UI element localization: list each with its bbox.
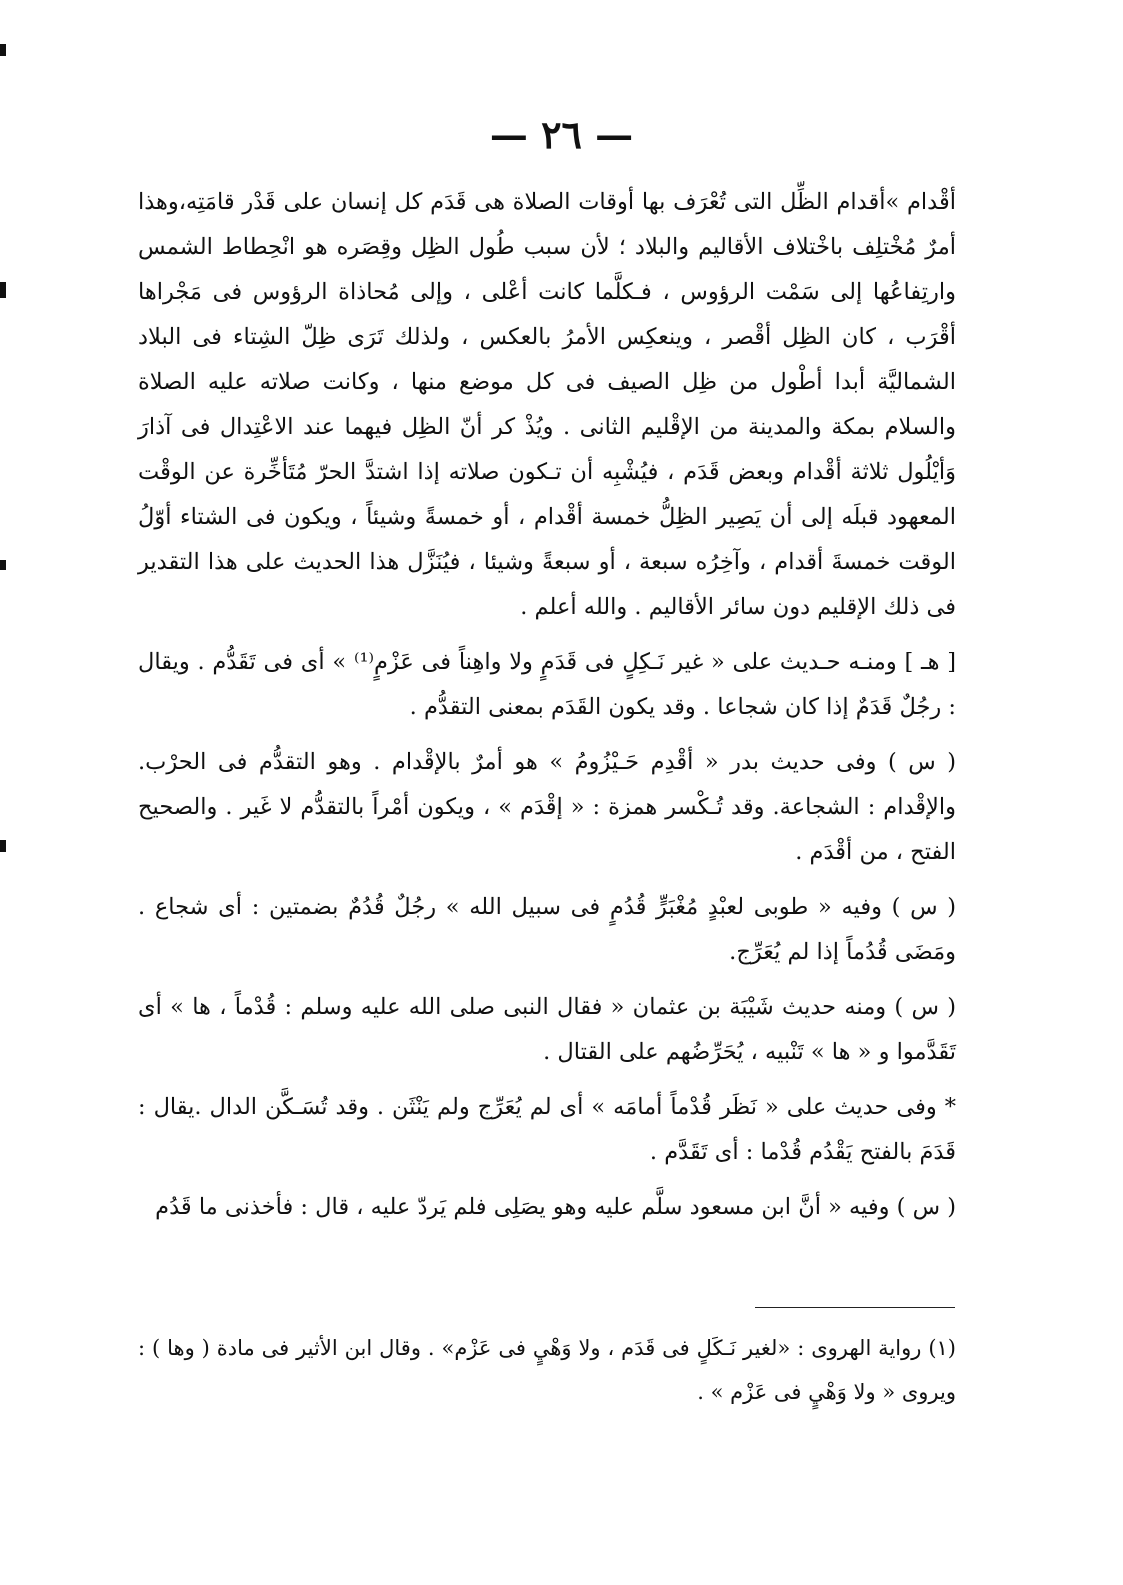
scan-margin-mark xyxy=(0,282,6,298)
main-text xyxy=(138,180,956,1230)
paragraph-tuba: ( س ) وفيه « طوبى لعبْدٍ مُغْبَرٍّ قُدُمٍ فى سبيل الله » رجُلٌ قُدُمٌ بضمتين : أى شجاع . ومَضَى قُدُماً إذا لم يُعَرِّج. xyxy=(138,894,956,965)
scan-margin-mark xyxy=(0,840,6,852)
footnote xyxy=(138,1326,956,1414)
scan-margin-mark xyxy=(0,44,6,56)
paragraph-hadith-ali: [ هـ ] ومنـه حـديث على « غير نَـكِلٍ فى قَدَمٍ ولا واهِناً فى عَزْمٍ⁽¹⁾ » أى فى تَقَدُّم . ويقال : رجُلٌ قَدَمٌ إذا كان شجاعا . وقد يكون القَدَم بمعنى التقدُّم . xyxy=(138,649,956,720)
paragraph-hadith-badr: ( س ) وفى حديث بدر « أقْدِم حَـيْزُومُ » هو أمرٌ بالإقْدام . وهو التقدُّم فى الحرْب. والإقْدام : الشجاعة. وقد تُـكْسر همزة : « إقْدَم » ، ويكون أمْراً بالتقدُّم لا غَير . والصحيح الفتح ، من أقْدَم . xyxy=(138,749,956,865)
scan-margin-mark xyxy=(0,560,6,570)
paragraph-ibn-masud: ( س ) وفيه « أنَّ ابن مسعود سلَّم عليه وهو يصَلِى فلم يَردّ عليه ، قال : فأخذنى ما قَدُم xyxy=(155,1194,956,1220)
paragraph-shayba: ( س ) ومنه حديث شَيْبَة بن عثمان « فقال النبى صلى الله عليه وسلم : قُدْماً ، ها » أى تَقَدَّموا و « ها » تَنْبيه ، يُحَرِّضُهم على القتال . xyxy=(138,994,956,1065)
footnote-divider xyxy=(755,1307,955,1308)
paragraph-aqdam: أقْدام »أقدام الظِّل التى تُعْرَف بها أوقات الصلاة هى قَدَم كل إنسان على قَدْر قامَتِه،وهذا أمرٌ مُخْتلِف باخْتلاف الأقاليم والبلاد ؛ لأن سبب طُول الظِل وقِصَره هو انْحِطاط الشمس وارتِفاعُها إلى سَمْت الرؤوس ، فـكلَّما كانت أعْلى ، وإلى مُحاذاة الرؤوس فى مَجْراها أقْرَب ، كان الظِل أقْصر ، وينعكِس الأمرُ بالعكس ، ولذلك تَرَى ظِلّ الشِتاء فى البلاد الشماليَّة أبدا أطْول من ظِل الصيف فى كل موضع منها ، وكانت صلاته عليه الصلاة والسلام بمكة والمدينة من الإقْليم الثانى . ويُذْ كر أنّ الظِل فيهما عند الاعْتِدال فى آذارَ وَأيْلُول ثلاثة أقْدام وبعض قَدَم ، فيُشْبِه أن تـكون صلاته إذا اشتدَّ الحرّ مُتَأخِّرة عن الوقْت المعهود قبلَه إلى أن يَصِير الظِلُّ خمسة أقْدام ، أو خمسةً وشيئاً ، ويكون فى الشتاء أوّلُ الوقت خمسةَ أقدام ، وآخِرُه سبعة ، أو سبعةً وشيئا ، فيُنَزَّل هذا الحديث على هذا التقدير فى ذلك الإقليم دون سائر الأقاليم . والله أعلم . xyxy=(138,189,956,620)
page-number: — ٢٦ — xyxy=(489,112,634,157)
footnote-text: (١) رواية الهروى : «لغير نَـكَلٍ فى قَدَم ، ولا وَهْيٍ فى عَزْم» . وقال ابن الأثير فى مادة ( وها ) : ويروى « ولا وَهْيٍ فى عَزْم » . xyxy=(138,1336,956,1404)
paragraph-nazar-qudman: * وفى حديث على « نَظَر قُدْماً أمامَه » أى لم يُعَرِّج ولم يَنْثَن . وقد تُسَـكَّن الدال .يقال : قَدَمَ بالفتح يَقْدُم قُدْما : أى تَقَدَّم . xyxy=(138,1094,956,1165)
